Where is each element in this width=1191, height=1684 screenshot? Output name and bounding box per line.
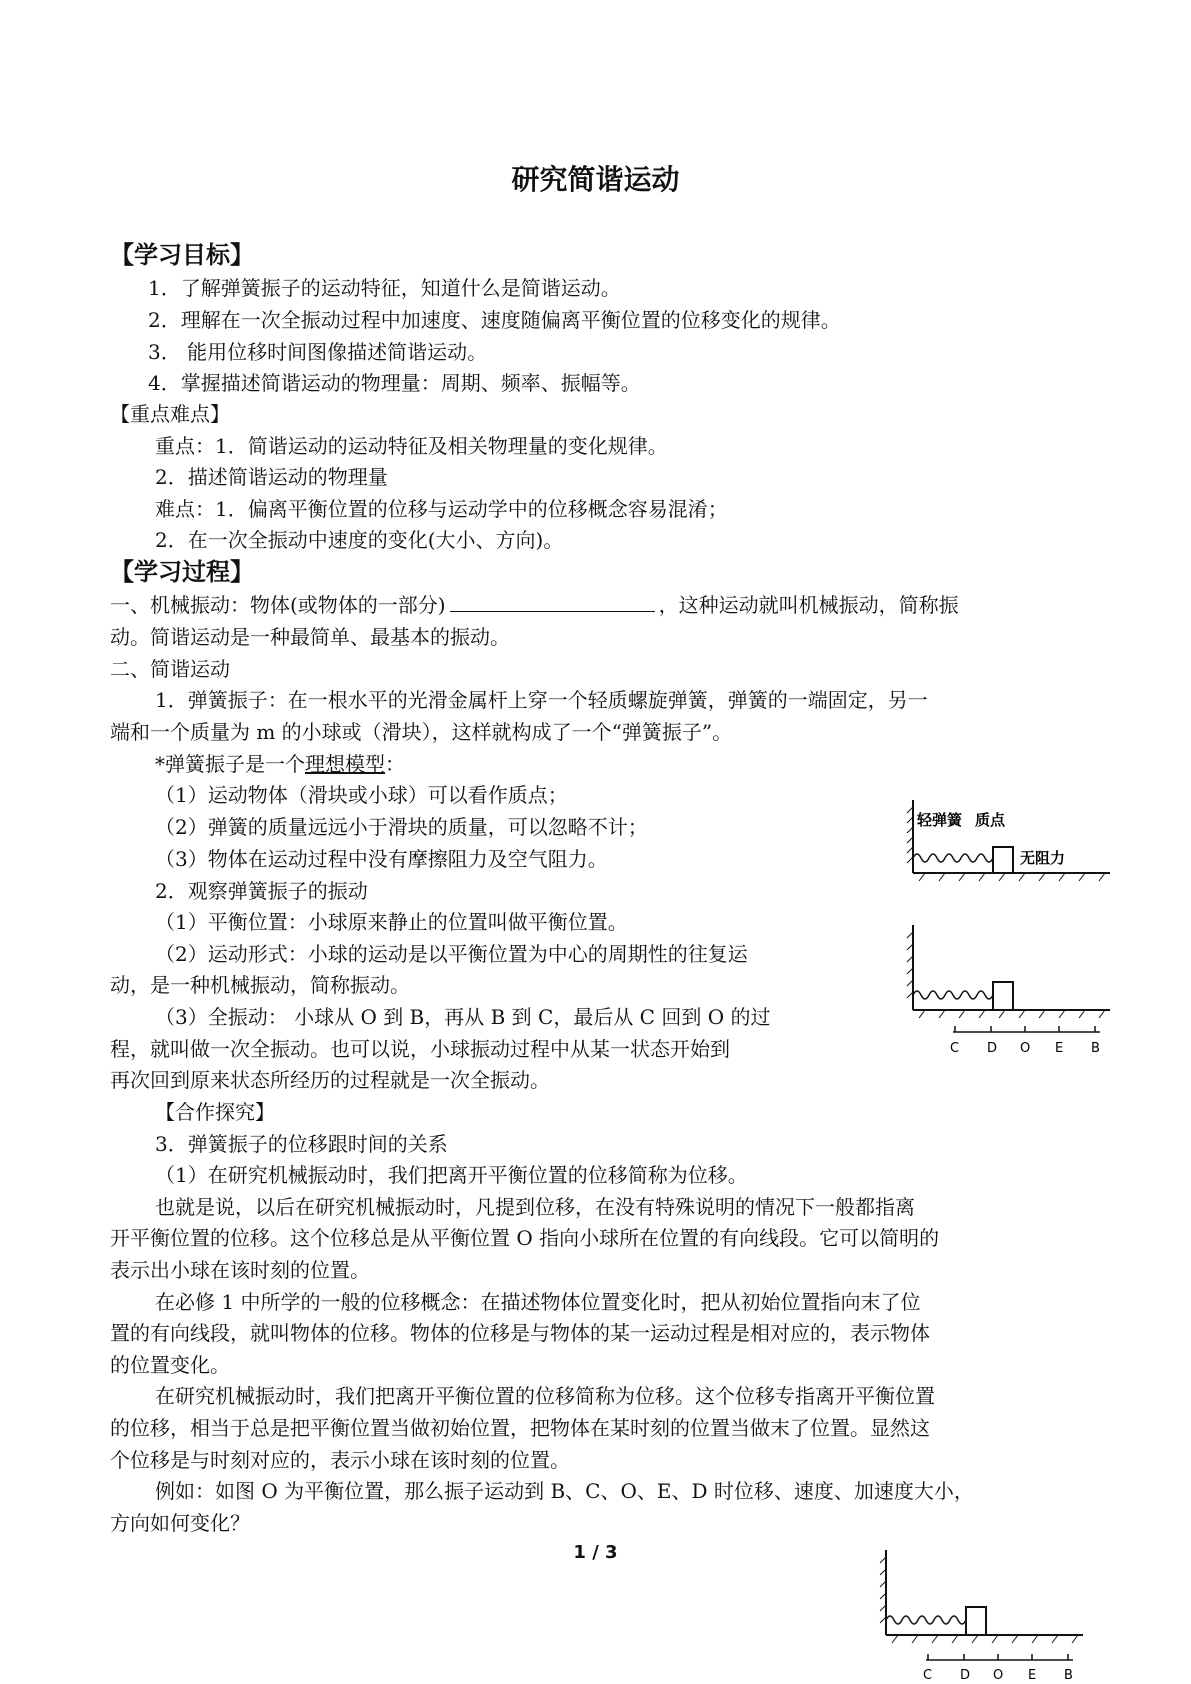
- spring-coil: [913, 854, 993, 862]
- axis-label-c: C: [923, 1668, 933, 1683]
- mass-block: [993, 982, 1013, 1010]
- ideal-prefix: *弹簧振子是一个: [155, 752, 305, 776]
- key-item: 2．在一次全振动中速度的变化(大小、方向)。: [155, 528, 564, 552]
- process-heading: 【学习过程】: [110, 558, 254, 586]
- axis-label-o: O: [993, 1668, 1004, 1683]
- spring-coil: [886, 1616, 966, 1624]
- observe-line: （2）运动形式：小球的运动是以平衡位置为中心的周期性的往复运: [155, 942, 748, 966]
- label-spring: 轻弹簧: [917, 811, 963, 829]
- disp-line: （1）在研究机械振动时，我们把离开平衡位置的位移简称为位移。: [155, 1163, 748, 1187]
- disp-line: 表示出小球在该时刻的位置。: [110, 1258, 370, 1282]
- goal-item: 2．理解在一次全振动过程中加速度、速度随偏离平衡位置的位移变化的规律。: [148, 308, 841, 332]
- key-heading: 【重点难点】: [110, 402, 230, 426]
- ideal-model-line: [155, 749, 405, 779]
- spring-def-line1: 1．弹簧振子：在一根水平的光滑金属杆上穿一个轻质螺旋弹簧，弹簧的一端固定，另一: [155, 688, 928, 712]
- mech-vibration-line2: 动。简谐运动是一种最简单、最基本的振动。: [110, 625, 510, 649]
- mech-vibration-line1: [110, 590, 959, 620]
- observe-heading: 2．观察弹簧振子的振动: [155, 879, 368, 903]
- disp-line: 方向如何变化？: [110, 1511, 250, 1535]
- figure-spring-oscillator-2: [905, 920, 1115, 1060]
- mass-block: [966, 1607, 986, 1635]
- disp-heading: 3．弹簧振子的位移跟时间的关系: [155, 1132, 448, 1156]
- axis-label-c: C: [950, 1041, 960, 1056]
- axis-label-o: O: [1020, 1041, 1031, 1056]
- disp-line: 置的有向线段，就叫物体的位移。物体的位移是与物体的某一运动过程是相对应的，表示物体: [110, 1321, 930, 1345]
- axis-label-e: E: [1028, 1668, 1037, 1683]
- disp-line: 的位置变化。: [110, 1353, 230, 1377]
- axis-label-d: D: [960, 1668, 971, 1683]
- figure-spring-oscillator-1: [905, 795, 1115, 885]
- label-mass: 质点: [975, 811, 1006, 829]
- label-no-friction: 无阻力: [1020, 849, 1066, 867]
- observe-line: （1）平衡位置：小球原来静止的位置叫做平衡位置。: [155, 910, 628, 934]
- disp-line: 在研究机械振动时，我们把离开平衡位置的位移简称为位移。这个位移专指离开平衡位置: [155, 1384, 935, 1408]
- mech-text-before: 一、机械振动：物体(或物体的一部分): [110, 593, 446, 617]
- observe-line: （3）全振动： 小球从 O 到 B，再从 B 到 C，最后从 C 回到 O 的过: [155, 1005, 771, 1029]
- observe-line: 再次回到原来状态所经历的过程就是一次全振动。: [110, 1068, 550, 1092]
- goal-item: 1．了解弹簧振子的运动特征，知道什么是简谐运动。: [148, 276, 621, 300]
- page-title: 研究简谐运动: [511, 163, 680, 196]
- goal-item: 3． 能用位移时间图像描述简谐运动。: [148, 340, 488, 364]
- disp-line: 开平衡位置的位移。这个位移总是从平衡位置 O 指向小球所在位置的有向线段。它可以简明的: [110, 1226, 940, 1250]
- goals-heading: 【学习目标】: [110, 241, 254, 269]
- axis-label-b: B: [1064, 1668, 1073, 1683]
- axis-label-e: E: [1055, 1041, 1064, 1056]
- disp-line: 个位移是与时刻对应的，表示小球在该时刻的位置。: [110, 1448, 570, 1472]
- ideal-item: （3）物体在运动过程中没有摩擦阻力及空气阻力。: [155, 847, 608, 871]
- goal-item: 4．掌握描述简谐运动的物理量：周期、频率、振幅等。: [148, 371, 641, 395]
- disp-line: 例如：如图 O 为平衡位置，那么振子运动到 B、C、O、E、D 时位移、速度、加速度大小，: [155, 1479, 974, 1503]
- shm-heading: 二、简谐运动: [110, 657, 230, 681]
- page-number: 1 / 3: [573, 1542, 618, 1563]
- observe-line: 动，是一种机械振动，简称振动。: [110, 973, 410, 997]
- ideal-suffix: ：: [385, 752, 405, 776]
- axis-label-d: D: [987, 1041, 998, 1056]
- disp-line: 的位移，相当于总是把平衡位置当做初始位置，把物体在某时刻的位置当做末了位置。显然这: [110, 1416, 930, 1440]
- fill-blank: [450, 591, 655, 612]
- disp-line: 也就是说，以后在研究机械振动时，凡提到位移，在没有特殊说明的情况下一般都指离: [155, 1195, 915, 1219]
- ideal-model-term: 理想模型: [305, 752, 385, 776]
- observe-line: 程，就叫做一次全振动。也可以说，小球振动过程中从某一状态开始到: [110, 1037, 730, 1061]
- spring-def-line2: 端和一个质量为 m 的小球或（滑块），这样就构成了一个“弹簧振子”。: [110, 720, 733, 744]
- figure-spring-oscillator-3: [878, 1545, 1088, 1684]
- spring-coil: [913, 991, 993, 999]
- ideal-item: （1）运动物体（滑块或小球）可以看作质点；: [155, 783, 568, 807]
- coop-heading: 【合作探究】: [155, 1100, 275, 1124]
- ideal-item: （2）弹簧的质量远远小于滑块的质量，可以忽略不计；: [155, 815, 648, 839]
- mech-text-after: ，这种运动就叫机械振动，简称振: [658, 593, 959, 617]
- disp-line: 在必修 1 中所学的一般的位移概念：在描述物体位置变化时，把从初始位置指向末了位: [155, 1290, 921, 1314]
- key-item: 2．描述简谐运动的物理量: [155, 465, 388, 489]
- axis-label-b: B: [1091, 1041, 1100, 1056]
- key-item: 重点：1．简谐运动的运动特征及相关物理量的变化规律。: [155, 434, 668, 458]
- key-item: 难点：1．偏离平衡位置的位移与运动学中的位移概念容易混淆；: [155, 497, 728, 521]
- mass-block: [993, 847, 1013, 873]
